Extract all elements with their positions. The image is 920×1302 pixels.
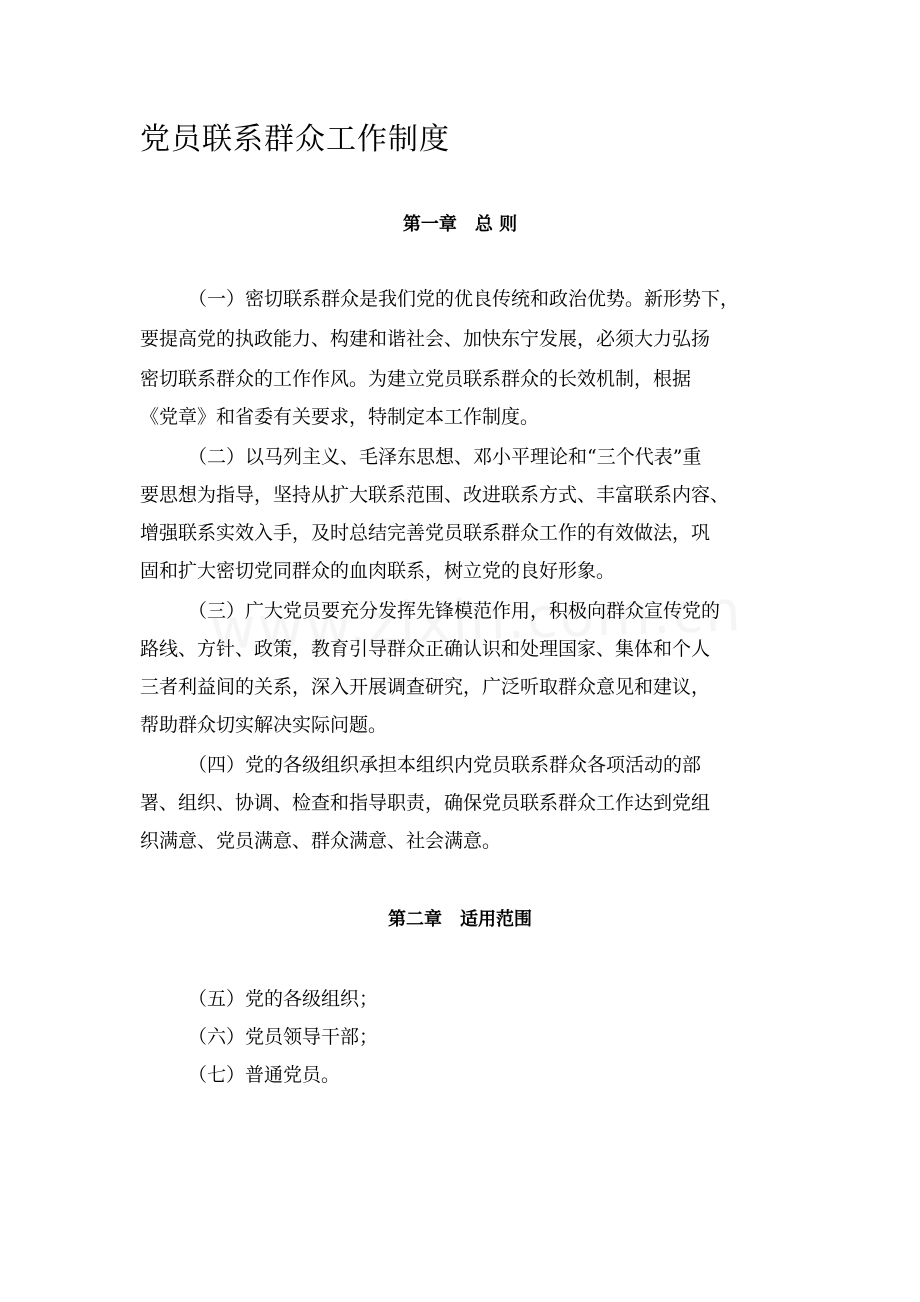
- list-item: （六）党员领导干部；: [188, 1026, 379, 1048]
- paragraph-line: （二）以马列主义、毛泽东思想、邓小平理论和“三个代表”重: [188, 446, 702, 468]
- paragraph-line: 署、组织、协调、检查和指导职责，确保党员联系群众工作达到党组: [140, 792, 711, 814]
- list-item: （七）普通党员。: [188, 1064, 341, 1086]
- paragraph-line: 固和扩大密切党同群众的血肉联系，树立党的良好形象。: [140, 560, 616, 582]
- chapter-heading-2: 第二章 适用范围: [388, 909, 532, 930]
- paragraph-line: （三）广大党员要充分发挥先锋模范作用，积极向群众宣传党的: [188, 600, 721, 622]
- paragraph-line: 三者利益间的关系，深入开展调查研究，广泛听取群众意见和建议，: [140, 676, 711, 698]
- document-title: 党员联系群众工作制度: [140, 122, 450, 157]
- paragraph-line: 《党章》和省委有关要求，特制定本工作制度。: [140, 406, 540, 428]
- chapter-heading-1: 第一章 总 则: [402, 214, 518, 235]
- paragraph-line: 帮助群众切实解决实际问题。: [140, 714, 388, 736]
- paragraph-line: （四）党的各级组织承担本组织内党员联系群众各项活动的部: [188, 754, 702, 776]
- paragraph-line: 要思想为指导，坚持从扩大联系范围、改进联系方式、丰富联系内容、: [140, 484, 730, 506]
- paragraph-line: 要提高党的执政能力、构建和谐社会、加快东宁发展，必须大力弘扬: [140, 328, 711, 350]
- paragraph-line: 织满意、党员满意、群众满意、社会满意。: [140, 830, 502, 852]
- paragraph-line: 密切联系群众的工作作风。为建立党员联系群众的长效机制，根据: [140, 368, 692, 390]
- list-item: （五）党的各级组织；: [188, 988, 379, 1010]
- paragraph-line: 路线、方针、政策，教育引导群众正确认识和处理国家、集体和个人: [140, 638, 711, 660]
- paragraph-line: （一）密切联系群众是我们党的优良传统和政治优势。新形势下，: [188, 288, 740, 310]
- paragraph-line: 增强联系实效入手，及时总结完善党员联系群众工作的有效做法，巩: [140, 522, 711, 544]
